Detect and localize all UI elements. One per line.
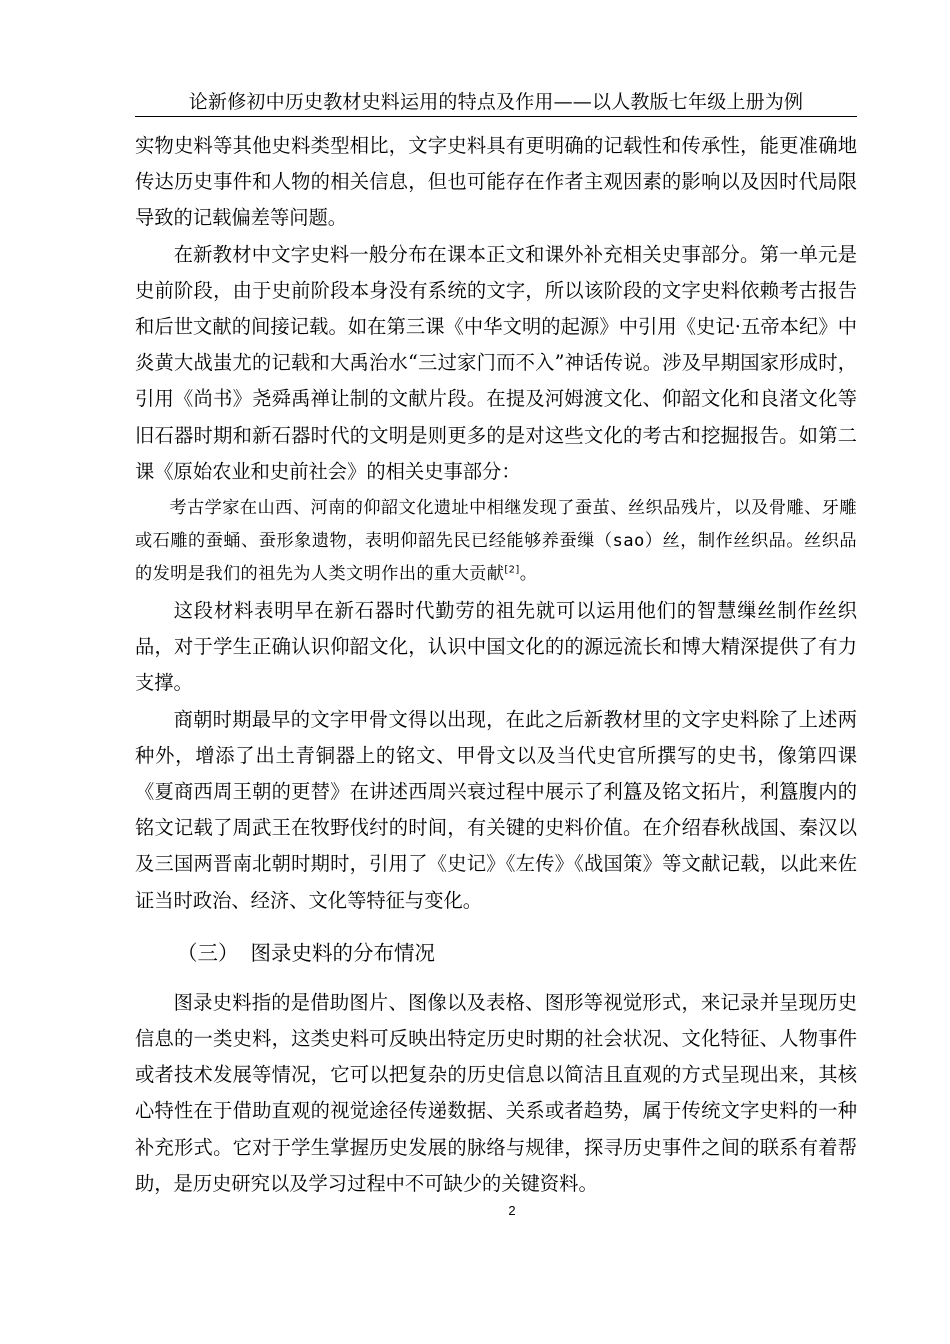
paragraph-3: 这段材料表明早在新石器时代勤劳的祖先就可以运用他们的智慧缫丝制作丝织品，对于学生正确认识仰韶文化，认识中国文化的的源远流长和博大精深提供了有力支撑。	[135, 599, 857, 695]
paragraph-5: 图录史料指的是借助图片、图像以及表格、图形等视觉形式，来记录并呈现历史信息的一类史料，这类史料可反映出特定历史时期的社会状况、文化特征、人物事件或者技术发展等情况，它可以把复杂的历史信息以简洁且直观的方式呈现出来，其核心特性在于借助直观的视觉途径传递数据、关系或者趋势，属于传统文字史料的一种补充形式。它对于学生掌握历史发展的脉络与规律，探寻历史事件之间的联系有着帮助，是历史研究以及学习过程中不可缺少的关键资料。	[135, 990, 857, 1195]
section-number: （三）	[177, 940, 239, 965]
block-quote	[135, 492, 857, 591]
paragraph-4: 商朝时期最早的文字甲骨文得以出现，在此之后新教材里的文字史料除了上述两种外，增添了出土青铜器上的铭文、甲骨文以及当代史官所撰写的史书，像第四课《夏商西周王朝的更替》在讲述西周兴衰过程中展示了利簋及铭文拓片，利簋腹内的铭文记载了周武王在牧野伐纣的时间，有关键的史料价值。在介绍春秋战国、秦汉以及三国两晋南北朝时期时，引用了《史记》《左传》《战国策》等文献记载，以此来佐证当时政治、经济、文化等特征与变化。	[135, 707, 857, 912]
quote-end: 。	[519, 564, 538, 585]
section-heading	[135, 933, 857, 973]
header-rule	[135, 116, 857, 117]
quote-text: 考古学家在山西、河南的仰韶文化遗址中相继发现了蚕茧、丝织品残片，以及骨雕、牙雕或石雕的蚕蛹、蚕形象遗物，表明仰韶先民已经能够养蚕缫（sao）丝，制作丝织品。丝织品的发明是我们的祖先为人类文明作出的重大贡献	[135, 498, 857, 585]
paragraph-2: 在新教材中文字史料一般分布在课本正文和课外补充相关史事部分。第一单元是史前阶段，由于史前阶段本身没有系统的文字，所以该阶段的文字史料依赖考古报告和后世文献的间接记载。如在第三课《中华文明的起源》中引用《史记·五帝本纪》中炎黄大战蚩尤的记载和大禹治水“三过家门而不入”神话传说。涉及早期国家形成时，引用《尚书》尧舜禹禅让制的文献片段。在提及河姆渡文化、仰韶文化和良渚文化等旧石器时期和新石器时代的文明是则更多的是对这些文化的考古和挖掘报告。如第二课《原始农业和史前社会》的相关史事部分：	[135, 242, 857, 483]
body-text	[135, 128, 857, 1202]
paragraph-1: 实物史料等其他史料类型相比，文字史料具有更明确的记载性和传承性，能更准确地传达历史事件和人物的相关信息，但也可能存在作者主观因素的影响以及因时代局限导致的记载偏差等问题。	[135, 134, 857, 230]
citation-ref: [2]	[504, 564, 520, 576]
section-title: 图录史料的分布情况	[250, 940, 435, 965]
page-number: 2	[508, 1203, 516, 1218]
running-header: 论新修初中历史教材史料运用的特点及作用——以人教版七年级上册为例	[188, 91, 804, 113]
